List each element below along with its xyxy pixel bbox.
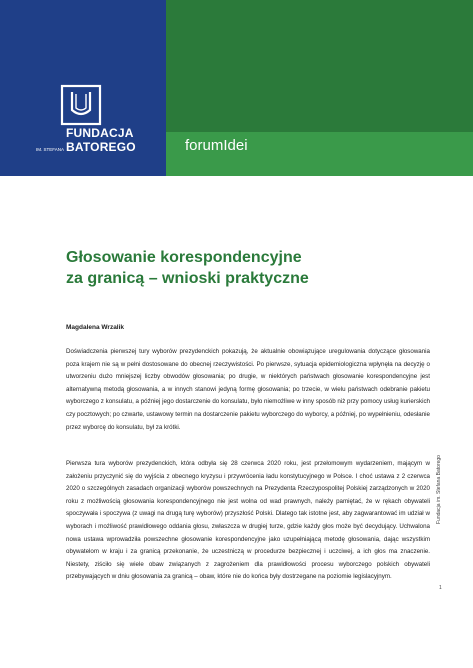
page-number: 1	[439, 585, 442, 591]
title-line-1: Głosowanie korespondencyjne	[66, 249, 302, 266]
fundacja-logo-icon	[60, 84, 102, 126]
paragraph-2: Pierwsza tura wyborów prezydenckich, która odbyła się 28 czerwca 2020 roku, jest przełomowym wydarzeniem, mającym w założeniu przyczynić się do wyjścia z obecnego kryzysu i przywrócenia ładu konstytucyjnego w Polsce. I choć ustawa z 2 czerwca 2020 o szczególnych zasadach organizacji wyborów powszechnych na Prezydenta Rzeczypospolitej Polskiej zarządzonych w 2020 roku z możliwością głosowania korespondencyjnego nie jest wolna od wad prawnych, należy pamiętać, że w rękach obywateli spoczywała i spoczywa (z uwagi na drugą turę wyborów) przyszłość Polski. Dlatego tak istotne jest, aby zagwarantować im udział w wyborach i możliwość prawidłowego oddania głosu, zwłaszcza w drugiej turze, gdzie każdy głos może być decydujący. Uchwalona nowa ustawa wprowadziła powszechne głosowanie korespondencyjne jako uzupełniającą metodę głosowania, dając wszystkim obywatelom w kraju i za granicą przekonanie, że uczestniczą w procedurze bezpiecznej i uczciwej, a ich głos ma znaczenie. Niestety, ziściło się wiele obaw związanych z zagrożeniem dla prawidłowości procesu wyborczego polskich obywateli przebywających w dniu głosowania za granicą – obaw, które nie do końca były dostrzegane na poziomie legislacyjnym.	[66, 460, 430, 581]
brand-name-line2: BATOREGO	[66, 140, 136, 154]
side-note	[436, 434, 444, 524]
series-name: forumIdei	[185, 137, 248, 154]
brand-name-line1: FUNDACJA	[66, 126, 134, 140]
series-panel	[166, 0, 473, 132]
brand-name-small: IM. STEFANA	[36, 147, 65, 152]
title-line-2: za granicą – wnioski praktyczne	[66, 270, 309, 287]
paragraph-1: Doświadczenia pierwszej tury wyborów prezydenckich pokazują, że aktualnie obowiązujące uregulowania dotyczące głosowania poza krajem nie są w pełni dostosowane do obecnej rzeczywistości. Po pierwsze, sytuacja epidemiologiczna wpłynęła na decyzję o utworzeniu dużo mniejszej liczby obwodów głosowania; po drugie, w niektórych państwach głosowanie korespondencyjne jest alternatywną metodą głosowania, a w innych stanowi jedyną formę głosowania; po trzecie, w wielu państwach odebranie pakietu wyborczego z konsulatu, a później jego dostarczenie do konsulatu, było niemożliwe w inny sposób niż przy pomocy usług kurierskich czy pocztowych; po czwarte, ustawowy termin na dostarczenie pakietu wyborczego do wyborcy, a później, po wypełnieniu, odesłanie przez wyborcę do konsulatu, był za krótki.	[66, 348, 430, 431]
author-name: Magdalena Wrzalik	[66, 324, 125, 331]
document-title	[66, 247, 396, 289]
cover-header	[0, 0, 473, 176]
side-note-text: Fundacja im. Stefana Batorego	[436, 455, 442, 524]
